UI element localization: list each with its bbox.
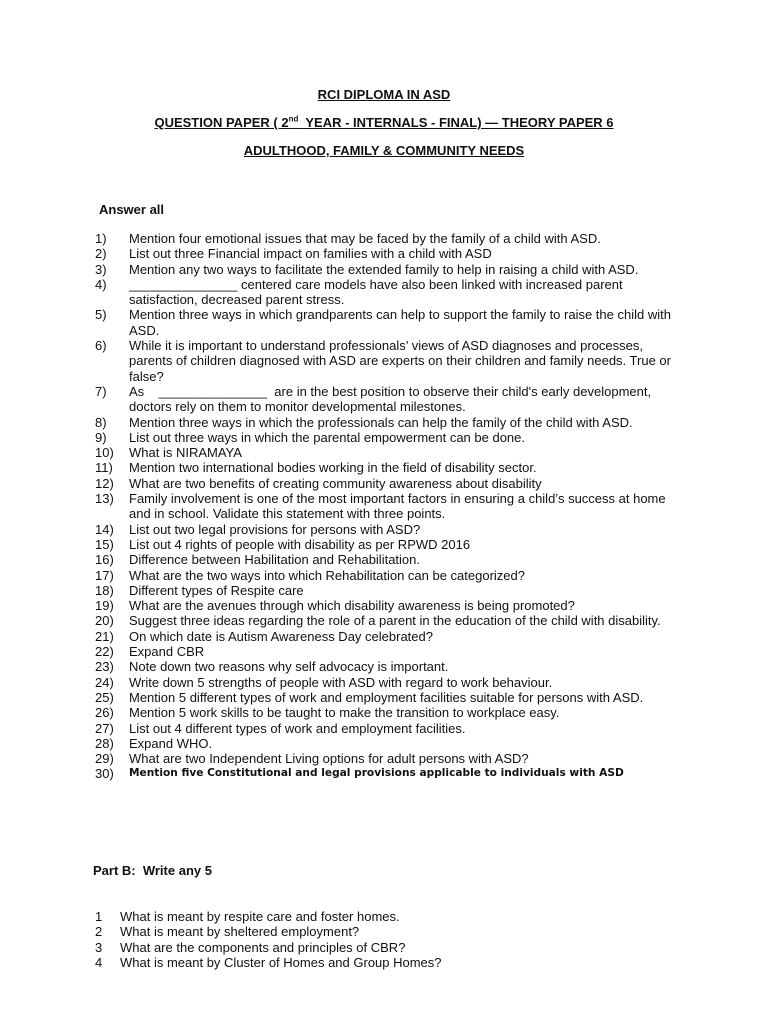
document-title-text: RCI DIPLOMA IN ASD xyxy=(317,87,451,102)
question-item xyxy=(95,277,675,308)
question-number: 25) xyxy=(95,689,114,705)
question-item xyxy=(95,705,675,720)
question-text: Mention four emotional issues that may be faced by the family of a child with ASD. xyxy=(129,231,601,246)
question-number: 3 xyxy=(95,939,103,955)
question-text: Expand CBR xyxy=(129,644,205,660)
question-number: 9) xyxy=(95,429,107,445)
question-text: As _______________ are in the best position to observe their child's early development, doctors rely on them to monitor developmental milestones. xyxy=(129,383,655,415)
question-text: Expand WHO. xyxy=(129,735,213,751)
question-item xyxy=(95,675,675,690)
question-item xyxy=(95,568,675,583)
document-title xyxy=(0,87,768,102)
question-item xyxy=(95,430,675,445)
question-item xyxy=(95,924,655,939)
ordinal-superscript: nd xyxy=(288,114,299,124)
question-number: 13) xyxy=(95,491,114,507)
question-item xyxy=(95,751,675,766)
question-number: 12) xyxy=(95,475,114,491)
question-text: List out 4 rights of people with disability as per RPWD 2016 xyxy=(129,536,471,552)
question-number: 11) xyxy=(95,460,113,476)
question-text: Mention three ways in which grandparents can help to support the family to raise the child with ASD. xyxy=(129,307,671,338)
question-item xyxy=(95,583,675,598)
question-text: What are the avenues through which disability awareness is being promoted? xyxy=(129,598,575,614)
question-item xyxy=(95,909,655,924)
question-number: 28) xyxy=(95,735,114,751)
paper-subtitle xyxy=(0,115,768,130)
question-number: 2) xyxy=(95,246,107,262)
question-number: 21) xyxy=(95,628,114,644)
question-text: What is meant by Cluster of Homes and Group Homes? xyxy=(120,954,442,970)
question-number: 6) xyxy=(95,338,107,354)
question-item xyxy=(95,552,675,567)
question-text: List out two legal provisions for persons with ASD? xyxy=(129,521,421,537)
question-item xyxy=(95,231,675,246)
question-item xyxy=(95,659,675,674)
question-item xyxy=(95,940,655,955)
question-number: 3) xyxy=(95,261,107,277)
question-text: Family involvement is one of the most important factors in ensuring a child’s success at home and in school. Validate this statement with three points. xyxy=(129,491,666,522)
question-item xyxy=(95,460,675,475)
question-number: 23) xyxy=(95,659,114,675)
question-text: Mention two international bodies working in the field of disability sector. xyxy=(129,460,537,476)
question-text: Different types of Respite care xyxy=(129,582,304,598)
question-text: Difference between Habilitation and Rehabilitation. xyxy=(129,552,421,568)
question-item xyxy=(95,384,675,415)
question-number: 1) xyxy=(95,231,107,246)
part-b-instruction: Part B: Write any 5 xyxy=(93,863,212,878)
question-text: List out three Financial impact on families with a child with ASD xyxy=(129,246,492,262)
paper-subtitle-end: YEAR - INTERNALS - FINAL) — THEORY PAPER 6 xyxy=(298,115,614,130)
question-item xyxy=(95,415,675,430)
question-item xyxy=(95,246,675,261)
question-number: 5) xyxy=(95,307,107,323)
question-text: List out three ways in which the parental empowerment can be done. xyxy=(129,429,526,445)
question-item xyxy=(95,307,675,338)
question-number: 19) xyxy=(95,598,114,614)
question-text: What is meant by respite care and foster homes. xyxy=(120,909,400,924)
question-number: 7) xyxy=(95,383,107,399)
question-item xyxy=(95,522,675,537)
question-item xyxy=(95,644,675,659)
question-number: 20) xyxy=(95,613,114,629)
question-item xyxy=(95,491,675,522)
question-number: 30) xyxy=(95,766,114,782)
course-title-text: ADULTHOOD, FAMILY & COMMUNITY NEEDS xyxy=(243,143,525,158)
question-text: Mention 5 different types of work and employment facilities suitable for persons with ASD. xyxy=(129,689,644,705)
question-item xyxy=(95,766,675,781)
question-number: 27) xyxy=(95,720,114,736)
question-text: _______________ centered care models have also been linked with increased parent satisfaction, decreased parent stress. xyxy=(129,276,623,308)
question-item xyxy=(95,262,675,277)
question-text: What is NIRAMAYA xyxy=(129,445,242,461)
question-number: 14) xyxy=(95,521,114,537)
question-text: Suggest three ideas regarding the role of a parent in the education of the child with disability. xyxy=(129,613,661,629)
question-text: What is meant by sheltered employment? xyxy=(120,924,360,940)
question-number: 1 xyxy=(95,909,103,924)
question-item xyxy=(95,598,675,613)
question-item xyxy=(95,721,675,736)
question-item xyxy=(95,537,675,552)
question-number: 4 xyxy=(95,954,103,970)
question-text: What are the components and principles of CBR? xyxy=(120,939,406,955)
question-number: 17) xyxy=(95,567,114,583)
part-b-question-list xyxy=(95,909,655,970)
question-text: What are two Independent Living options for adult persons with ASD? xyxy=(129,751,529,767)
question-text: Write down 5 strengths of people with ASD with regard to work behaviour. xyxy=(129,674,553,690)
question-number: 16) xyxy=(95,552,114,568)
question-item xyxy=(95,476,675,491)
question-text: Mention any two ways to facilitate the extended family to help in raising a child with ASD. xyxy=(129,261,639,277)
question-text: On which date is Autism Awareness Day celebrated? xyxy=(129,628,433,644)
paper-subtitle-start: QUESTION PAPER ( 2 xyxy=(154,115,289,130)
question-text: What are two benefits of creating community awareness about disability xyxy=(129,475,542,491)
question-number: 8) xyxy=(95,414,107,430)
question-number: 2 xyxy=(95,924,103,940)
question-number: 29) xyxy=(95,751,114,767)
question-item xyxy=(95,338,675,384)
course-title xyxy=(0,143,768,158)
part-a-question-list xyxy=(95,231,675,782)
question-text: Mention three ways in which the professionals can help the family of the child with ASD. xyxy=(129,414,633,430)
question-number: 24) xyxy=(95,674,114,690)
question-text: What are the two ways into which Rehabilitation can be categorized? xyxy=(129,567,525,583)
question-text: Note down two reasons why self advocacy is important. xyxy=(129,659,449,675)
question-number: 10) xyxy=(95,445,114,461)
question-item xyxy=(95,629,675,644)
question-item xyxy=(95,955,655,970)
question-text: Mention 5 work skills to be taught to make the transition to workplace easy. xyxy=(129,705,560,721)
question-item xyxy=(95,613,675,628)
question-text: While it is important to understand professionals’ views of ASD diagnoses and processes, parents of children diagnosed with ASD are experts on their children and family needs. True or false? xyxy=(129,338,671,384)
question-number: 4) xyxy=(95,276,107,292)
question-item xyxy=(95,736,675,751)
question-text: Mention five Constitutional and legal provisions applicable to individuals with ASD xyxy=(129,767,624,780)
question-number: 26) xyxy=(95,705,114,721)
question-item xyxy=(95,690,675,705)
part-a-instruction: Answer all xyxy=(99,202,165,217)
question-number: 15) xyxy=(95,536,114,552)
question-number: 18) xyxy=(95,582,114,598)
question-text: List out 4 different types of work and employment facilities. xyxy=(129,720,466,736)
question-number: 22) xyxy=(95,644,114,660)
question-item xyxy=(95,445,675,460)
